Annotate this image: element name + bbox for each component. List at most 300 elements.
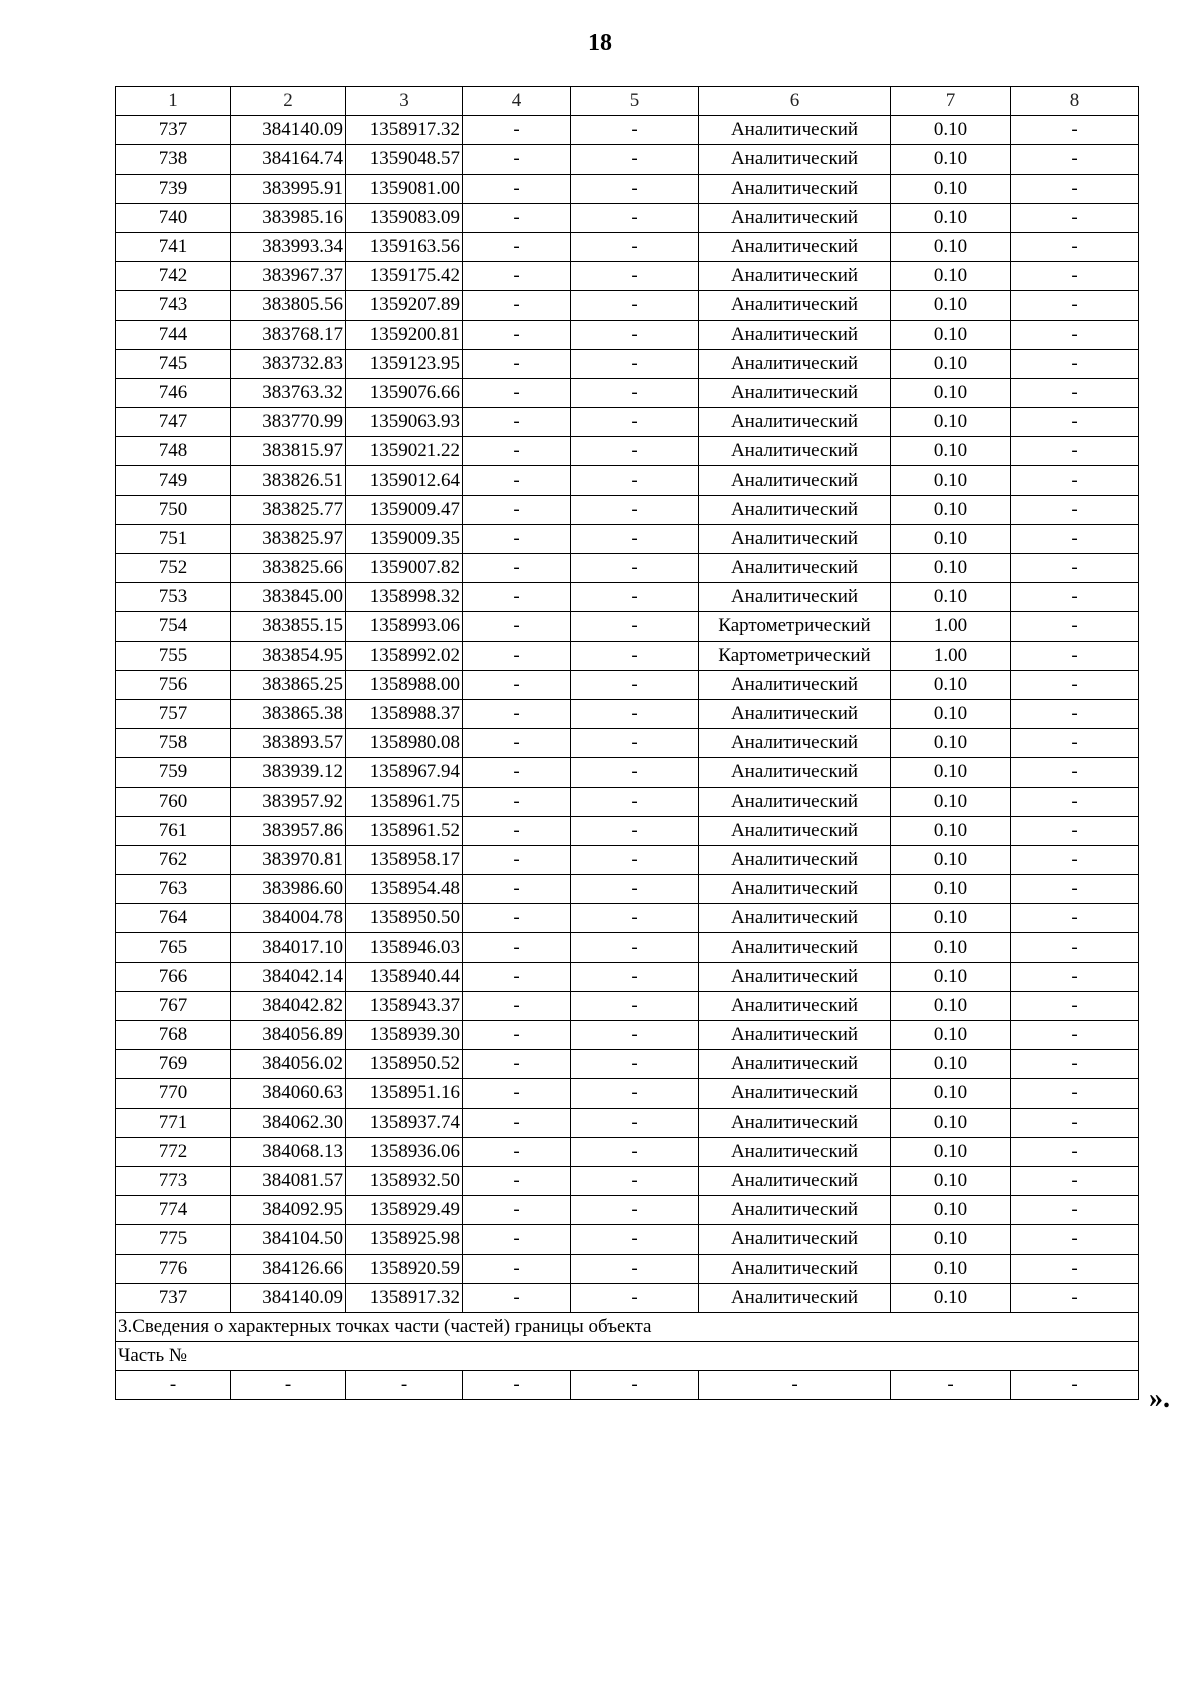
table-cell: 3 [346, 87, 463, 116]
table-cell: - [463, 991, 571, 1020]
table-cell: 737 [116, 1283, 231, 1312]
table-cell: - [463, 758, 571, 787]
table-cell: 383854.95 [231, 641, 346, 670]
table-cell: Аналитический [699, 408, 891, 437]
table-cell: 747 [116, 408, 231, 437]
table-cell: 383993.34 [231, 232, 346, 261]
table-cell: - [463, 437, 571, 466]
table-cell: 776 [116, 1254, 231, 1283]
table-cell: Аналитический [699, 670, 891, 699]
table-cell: 0.10 [891, 670, 1011, 699]
table-cell: 383970.81 [231, 845, 346, 874]
table-cell: 742 [116, 262, 231, 291]
table-cell: - [571, 1108, 699, 1137]
table-cell: 741 [116, 232, 231, 261]
table-cell: 384126.66 [231, 1254, 346, 1283]
table-cell: - [1011, 670, 1139, 699]
table-cell: - [463, 962, 571, 991]
table-cell: 384164.74 [231, 145, 346, 174]
table-cell: Аналитический [699, 1254, 891, 1283]
table-cell: 1358917.32 [346, 116, 463, 145]
table-cell: - [571, 203, 699, 232]
coordinates-table [115, 86, 1139, 1400]
table-cell: 1358980.08 [346, 729, 463, 758]
table-row [116, 875, 1139, 904]
table-cell: 1358961.75 [346, 787, 463, 816]
table-row [116, 378, 1139, 407]
table-cell: 383763.32 [231, 378, 346, 407]
table-cell: 0.10 [891, 758, 1011, 787]
table-cell: - [571, 232, 699, 261]
table-cell: 0.10 [891, 787, 1011, 816]
table-cell: - [463, 729, 571, 758]
table-cell: - [1011, 291, 1139, 320]
table-cell: - [463, 1108, 571, 1137]
table-cell: Аналитический [699, 933, 891, 962]
table-cell: - [463, 1371, 571, 1400]
table-cell: 384062.30 [231, 1108, 346, 1137]
table-cell: 770 [116, 1079, 231, 1108]
table-cell: Аналитический [699, 495, 891, 524]
table-cell: 773 [116, 1166, 231, 1195]
table-cell: - [1011, 116, 1139, 145]
table-cell: - [1011, 904, 1139, 933]
table-cell: 383768.17 [231, 320, 346, 349]
table-cell: 384140.09 [231, 116, 346, 145]
table-cell: 384081.57 [231, 1166, 346, 1195]
table-cell: - [571, 583, 699, 612]
table-cell: - [571, 641, 699, 670]
table-cell: 384042.82 [231, 991, 346, 1020]
table-cell: 4 [463, 87, 571, 116]
table-cell: 1358943.37 [346, 991, 463, 1020]
table-cell: 760 [116, 787, 231, 816]
table-cell: - [571, 145, 699, 174]
table-cell: 0.10 [891, 933, 1011, 962]
table-cell: 1358993.06 [346, 612, 463, 641]
table-cell: - [463, 1166, 571, 1195]
table-cell: 1359048.57 [346, 145, 463, 174]
table-cell: 383893.57 [231, 729, 346, 758]
table-cell: - [463, 495, 571, 524]
table-row [116, 1166, 1139, 1195]
table-cell: 749 [116, 466, 231, 495]
table-cell: 0.10 [891, 524, 1011, 553]
table-cell: Аналитический [699, 816, 891, 845]
table-cell: 1359021.22 [346, 437, 463, 466]
table-cell: - [571, 816, 699, 845]
table-cell: - [1011, 495, 1139, 524]
table-cell: 759 [116, 758, 231, 787]
table-cell: 383957.86 [231, 816, 346, 845]
table-cell: 0.10 [891, 729, 1011, 758]
table-cell: - [1011, 1196, 1139, 1225]
table-cell: 1358950.50 [346, 904, 463, 933]
table-cell: 383732.83 [231, 349, 346, 378]
table-cell: 0.10 [891, 1196, 1011, 1225]
table-cell: 746 [116, 378, 231, 407]
table-cell: 1359081.00 [346, 174, 463, 203]
table-cell: - [571, 437, 699, 466]
table-cell: Аналитический [699, 1021, 891, 1050]
table-cell: 762 [116, 845, 231, 874]
table-cell: 752 [116, 554, 231, 583]
table-cell: - [571, 174, 699, 203]
table-cell: 1359123.95 [346, 349, 463, 378]
table-cell: 0.10 [891, 583, 1011, 612]
table-cell: - [571, 408, 699, 437]
table-cell: - [1011, 262, 1139, 291]
table-cell: 1.00 [891, 641, 1011, 670]
table-cell: - [463, 641, 571, 670]
table-cell: - [463, 1079, 571, 1108]
table-cell: 0.10 [891, 174, 1011, 203]
table-cell: 383865.38 [231, 699, 346, 728]
table-cell: Аналитический [699, 699, 891, 728]
table-cell: - [571, 758, 699, 787]
table-cell: 384042.14 [231, 962, 346, 991]
table-cell: Аналитический [699, 524, 891, 553]
table-cell: - [571, 1371, 699, 1400]
table-cell: - [463, 933, 571, 962]
table-cell: - [1011, 466, 1139, 495]
table-cell: 0.10 [891, 495, 1011, 524]
table-cell: Аналитический [699, 554, 891, 583]
table-header-row [116, 87, 1139, 116]
table-cell: - [571, 554, 699, 583]
table-row [116, 495, 1139, 524]
table-cell: - [571, 495, 699, 524]
table-cell: 1359009.47 [346, 495, 463, 524]
table-row [116, 554, 1139, 583]
table-cell: 771 [116, 1108, 231, 1137]
table-cell: Аналитический [699, 904, 891, 933]
table-cell: - [571, 1283, 699, 1312]
table-row [116, 291, 1139, 320]
table-cell: 0.10 [891, 145, 1011, 174]
table-cell: Аналитический [699, 583, 891, 612]
table-cell: - [463, 320, 571, 349]
table-cell: - [571, 1196, 699, 1225]
table-row [116, 641, 1139, 670]
table-cell: - [463, 145, 571, 174]
table-cell: - [571, 262, 699, 291]
table-cell: - [463, 1021, 571, 1050]
table-cell: 383825.77 [231, 495, 346, 524]
table-cell: 750 [116, 495, 231, 524]
table-cell: - [891, 1371, 1011, 1400]
table-cell: - [463, 787, 571, 816]
table-row [116, 758, 1139, 787]
table-cell: 1358917.32 [346, 1283, 463, 1312]
table-cell: - [463, 1196, 571, 1225]
table-cell: 743 [116, 291, 231, 320]
table-cell: 384017.10 [231, 933, 346, 962]
table-cell: - [463, 699, 571, 728]
table-cell: Аналитический [699, 758, 891, 787]
table-cell: - [463, 203, 571, 232]
table-cell: 383986.60 [231, 875, 346, 904]
table-cell: - [571, 670, 699, 699]
table-cell: Аналитический [699, 378, 891, 407]
table-cell: - [463, 291, 571, 320]
table-cell: - [463, 1137, 571, 1166]
table-row [116, 1196, 1139, 1225]
table-cell: Аналитический [699, 116, 891, 145]
table-cell: 384104.50 [231, 1225, 346, 1254]
table-cell: - [463, 1050, 571, 1079]
table-cell: - [571, 612, 699, 641]
table-cell: 1359083.09 [346, 203, 463, 232]
table-row [116, 203, 1139, 232]
table-cell: - [463, 904, 571, 933]
table-cell: 0.10 [891, 1137, 1011, 1166]
table-cell: Аналитический [699, 1196, 891, 1225]
table-cell: 384060.63 [231, 1079, 346, 1108]
table-cell: - [571, 349, 699, 378]
table-cell: 1359200.81 [346, 320, 463, 349]
table-cell: - [571, 291, 699, 320]
table-cell: - [571, 524, 699, 553]
table-cell: 0.10 [891, 875, 1011, 904]
table-cell: - [571, 1079, 699, 1108]
table-cell: 0.10 [891, 1254, 1011, 1283]
table-cell: - [1011, 641, 1139, 670]
table-cell: 383985.16 [231, 203, 346, 232]
table-cell: 0.10 [891, 116, 1011, 145]
table-cell: - [463, 612, 571, 641]
table-cell: 8 [1011, 87, 1139, 116]
table-cell: Аналитический [699, 1137, 891, 1166]
table-cell: - [1011, 962, 1139, 991]
table-cell: Аналитический [699, 145, 891, 174]
table-cell: - [1011, 1079, 1139, 1108]
table-cell: 766 [116, 962, 231, 991]
table-cell: - [463, 116, 571, 145]
table-cell: 383957.92 [231, 787, 346, 816]
table-row [116, 116, 1139, 145]
table-cell: Аналитический [699, 991, 891, 1020]
table-cell: - [1011, 1166, 1139, 1195]
table-cell: Аналитический [699, 962, 891, 991]
table-cell: 772 [116, 1137, 231, 1166]
table-cell: Аналитический [699, 1108, 891, 1137]
table-row [116, 320, 1139, 349]
table-cell: - [1011, 583, 1139, 612]
table-cell: 1359012.64 [346, 466, 463, 495]
table-cell: 737 [116, 116, 231, 145]
table-cell: Аналитический [699, 1050, 891, 1079]
table-body [116, 87, 1139, 1400]
table-cell: 0.10 [891, 378, 1011, 407]
table-row [116, 145, 1139, 174]
table-cell: 757 [116, 699, 231, 728]
table-cell: 754 [116, 612, 231, 641]
table-cell: 755 [116, 641, 231, 670]
table-cell: Аналитический [699, 729, 891, 758]
table-cell: 0.10 [891, 408, 1011, 437]
table-cell: - [463, 816, 571, 845]
table-cell: - [1011, 524, 1139, 553]
table-cell: 6 [699, 87, 891, 116]
table-cell: - [571, 116, 699, 145]
table-cell: 383995.91 [231, 174, 346, 203]
table-cell: 383770.99 [231, 408, 346, 437]
table-cell: 748 [116, 437, 231, 466]
table-cell: - [463, 670, 571, 699]
table-cell: 764 [116, 904, 231, 933]
table-cell: 0.10 [891, 1108, 1011, 1137]
table-cell: - [571, 962, 699, 991]
table-cell: - [1011, 699, 1139, 728]
table-cell: - [1011, 1108, 1139, 1137]
table-cell: 0.10 [891, 203, 1011, 232]
table-cell: Аналитический [699, 437, 891, 466]
table-cell: Аналитический [699, 1283, 891, 1312]
table-cell: 745 [116, 349, 231, 378]
table-cell: - [463, 1283, 571, 1312]
empty-row [116, 1371, 1139, 1400]
table-cell: 765 [116, 933, 231, 962]
table-row [116, 991, 1139, 1020]
table-cell: - [571, 699, 699, 728]
table-cell: - [571, 1225, 699, 1254]
table-row [116, 408, 1139, 437]
table-cell: 1359175.42 [346, 262, 463, 291]
table-cell: - [1011, 787, 1139, 816]
table-cell: 1358961.52 [346, 816, 463, 845]
table-cell: 1358998.32 [346, 583, 463, 612]
table-cell: 0.10 [891, 1225, 1011, 1254]
table-cell: - [463, 262, 571, 291]
table-cell: 1358920.59 [346, 1254, 463, 1283]
table-cell: - [1011, 1050, 1139, 1079]
table-row [116, 845, 1139, 874]
table-row [116, 466, 1139, 495]
table-cell: 1358929.49 [346, 1196, 463, 1225]
table-cell: 384004.78 [231, 904, 346, 933]
part-label-row [116, 1342, 1139, 1371]
table-cell: Аналитический [699, 1079, 891, 1108]
table-cell: - [463, 466, 571, 495]
table-cell: 0.10 [891, 816, 1011, 845]
table-cell: 1358967.94 [346, 758, 463, 787]
table-cell: - [1011, 1254, 1139, 1283]
table-cell: - [571, 1137, 699, 1166]
table-row [116, 729, 1139, 758]
table-cell: 1359063.93 [346, 408, 463, 437]
table-row [116, 1108, 1139, 1137]
table-cell: 0.10 [891, 699, 1011, 728]
table-cell: 1358946.03 [346, 933, 463, 962]
table-cell: 758 [116, 729, 231, 758]
table-cell: Аналитический [699, 291, 891, 320]
table-cell: - [231, 1371, 346, 1400]
table-cell: 0.10 [891, 1021, 1011, 1050]
table-cell: 1358992.02 [346, 641, 463, 670]
table-cell: Аналитический [699, 875, 891, 904]
table-cell: 0.10 [891, 232, 1011, 261]
table-cell: - [1011, 1021, 1139, 1050]
table-row [116, 262, 1139, 291]
table-cell: Аналитический [699, 787, 891, 816]
table-cell: 761 [116, 816, 231, 845]
table-cell: 1358936.06 [346, 1137, 463, 1166]
table-row [116, 962, 1139, 991]
table-cell: - [1011, 845, 1139, 874]
table-cell: 0.10 [891, 1283, 1011, 1312]
table-cell: 2 [231, 87, 346, 116]
table-cell: Картометрический [699, 641, 891, 670]
table-row [116, 699, 1139, 728]
table-cell: Аналитический [699, 174, 891, 203]
table-cell: - [1011, 729, 1139, 758]
table-cell: 1358951.16 [346, 1079, 463, 1108]
table-row [116, 1079, 1139, 1108]
table-row [116, 816, 1139, 845]
table-cell: - [463, 583, 571, 612]
table-cell: - [1011, 320, 1139, 349]
table-cell: - [1011, 408, 1139, 437]
table-cell: - [463, 554, 571, 583]
table-cell: - [1011, 554, 1139, 583]
table-cell: - [1011, 875, 1139, 904]
table-cell: Аналитический [699, 320, 891, 349]
table-row [116, 904, 1139, 933]
table-cell: 740 [116, 203, 231, 232]
table-cell: - [1011, 816, 1139, 845]
page-number: 18 [588, 30, 612, 56]
table-cell: 383939.12 [231, 758, 346, 787]
table-cell: - [571, 1050, 699, 1079]
table-cell: - [116, 1371, 231, 1400]
table-cell: - [571, 320, 699, 349]
table-cell: - [1011, 612, 1139, 641]
table-cell: 0.10 [891, 262, 1011, 291]
table-cell: - [699, 1371, 891, 1400]
table-cell: 383815.97 [231, 437, 346, 466]
table-cell: - [1011, 174, 1139, 203]
table-cell: 1359163.56 [346, 232, 463, 261]
table-cell: 1359076.66 [346, 378, 463, 407]
table-cell: 0.10 [891, 466, 1011, 495]
table-cell: 1359007.82 [346, 554, 463, 583]
table-cell: - [1011, 378, 1139, 407]
table-cell: - [1011, 145, 1139, 174]
table-cell: - [571, 787, 699, 816]
table-cell: - [463, 174, 571, 203]
table-row [116, 437, 1139, 466]
table-cell: 7 [891, 87, 1011, 116]
table-cell: Картометрический [699, 612, 891, 641]
part-label-row-cell: Часть № [116, 1342, 1139, 1371]
table-cell: - [463, 1225, 571, 1254]
table-cell: Аналитический [699, 203, 891, 232]
table-cell: 768 [116, 1021, 231, 1050]
table-cell: Аналитический [699, 232, 891, 261]
table-cell: - [463, 524, 571, 553]
table-cell: - [571, 933, 699, 962]
table-row [116, 1050, 1139, 1079]
table-cell: 0.10 [891, 904, 1011, 933]
table-cell: - [571, 1166, 699, 1195]
table-cell: Аналитический [699, 466, 891, 495]
table-cell: - [463, 875, 571, 904]
table-cell: 384068.13 [231, 1137, 346, 1166]
table-row [116, 174, 1139, 203]
table-row [116, 1225, 1139, 1254]
table-cell: - [1011, 349, 1139, 378]
